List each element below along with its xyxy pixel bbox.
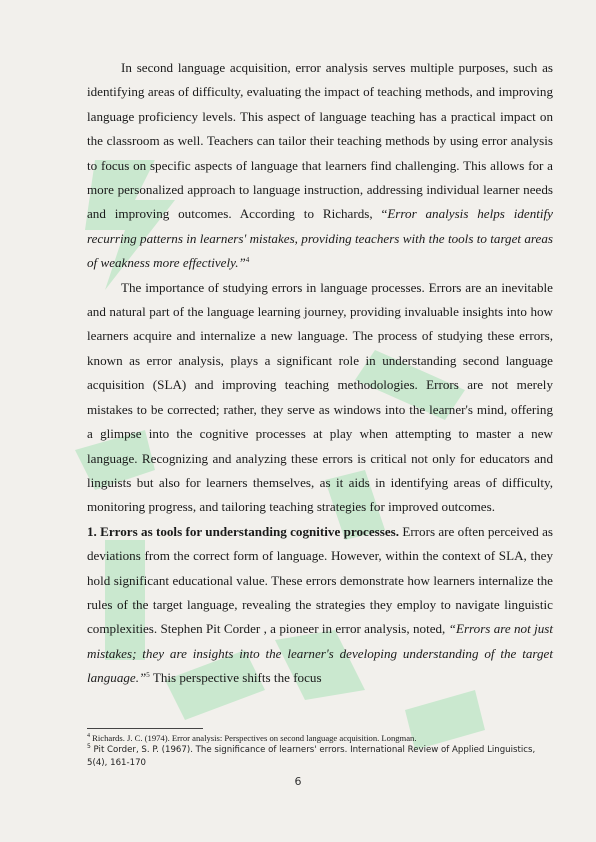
footnote-text: Richards. J. C. (1974). Error analysis: Perspectives on second language acquisition. Longman.	[90, 733, 417, 743]
paragraph-text: This perspective shifts the focus	[149, 670, 322, 686]
footnote-4	[87, 732, 553, 744]
footnote-text: Pit Corder, S. P. (1967). The significance of learners' errors. International Review of Applied Linguistics, 5(4), 161-170	[87, 745, 536, 768]
footnote-reference-5[interactable]: 5	[146, 671, 150, 680]
section-heading: 1. Errors as tools for understanding cognitive processes.	[87, 523, 399, 539]
paragraph-text: Errors are often perceived as deviations from the correct form of language. However, within the context of SLA, they hold significant educational value. These errors demonstrate how learners internalize the rules of the target language, revealing the strategies they employ to navigate linguistic complexities. Stephen Pit Corder , a pioneer in error analysis, noted,	[87, 523, 553, 637]
paragraph-error-analysis-purposes	[87, 56, 553, 276]
paragraph-cognitive-processes	[87, 520, 553, 691]
document-body	[87, 56, 553, 691]
footnote-number: 4	[87, 733, 90, 739]
paragraph-text: In second language acquisition, error analysis serves multiple purposes, such as identifying areas of difficulty, evaluating the impact of teaching methods, and improving language proficiency levels. This aspect of language teaching has a practical impact on the classroom as well. Teachers can tailor their teaching methods by using error analysis to focus on specific aspects of language that learners find challenging. This allows for a more personalized approach to language instruction, addressing individual learner needs and improving outcomes. According to Richards, “	[87, 60, 553, 222]
footnote-5	[87, 744, 553, 770]
corder-quote: “Errors are not just mistakes; they are insights into the learner's developing understanding of the target language.”	[87, 621, 553, 686]
footnote-number: 5	[87, 743, 91, 750]
footnotes	[87, 728, 553, 770]
footnote-reference-4[interactable]: 4	[245, 256, 250, 265]
footnote-divider	[87, 728, 203, 729]
page-number: 6	[294, 775, 302, 788]
paragraph-importance-of-errors: The importance of studying errors in language processes. Errors are an inevitable and natural part of the language learning journey, providing invaluable insights into how learners acquire and internalize a new language. The process of studying these errors, known as error analysis, plays a significant role in understanding second language acquisition (SLA) and improving teaching methodologies. Errors are not merely mistakes to be corrected; rather, they serve as windows into the learner's mind, offering a glimpse into the cognitive processes at play when attempting to master a new language. Recognizing and analyzing these errors is critical not only for educators and linguists but also for learners themselves, as it aids in identifying areas of difficulty, monitoring progress, and tailoring teaching strategies for improved outcomes.	[87, 279, 553, 515]
richards-quote: Error analysis helps identify recurring patterns in learners' mistakes, providing teachers with the tools to target areas of weakness more effectively.”	[87, 206, 553, 271]
